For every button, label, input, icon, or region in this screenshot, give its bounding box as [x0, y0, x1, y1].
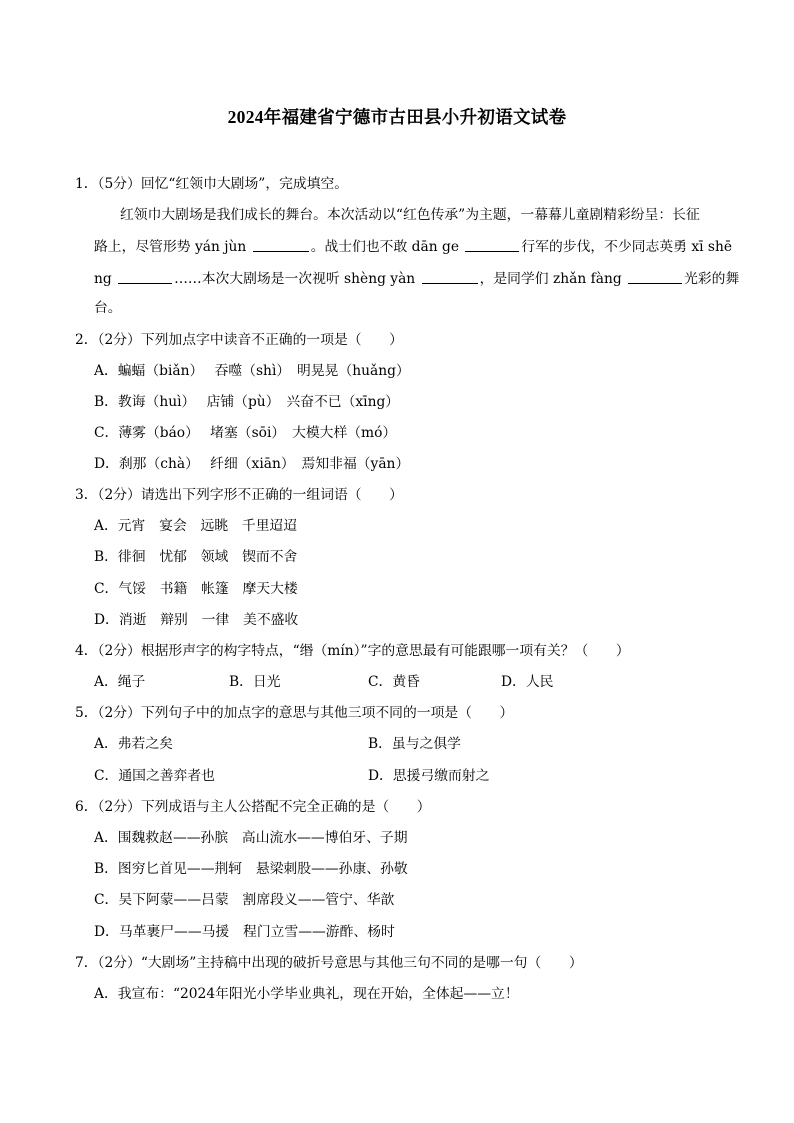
- question-6-option-d[interactable]: D．马革裹尸——马援 程门立雪——游酢、杨时: [94, 924, 395, 940]
- question-6-option-b[interactable]: B．图穷匕首见——荆轲 悬梁刺股——孙康、孙敬: [94, 861, 408, 877]
- question-6-option-c[interactable]: C．吴下阿蒙——吕蒙 割席段义——管宁、华歆: [94, 892, 395, 908]
- question-2-option-c[interactable]: C．薄雾（báo） 堵塞（sōi） 大模大样（mó）: [94, 425, 397, 441]
- question-1-paragraph-line-3: [94, 269, 739, 288]
- question-3-stem: 3．（2分）请选出下列字形不正确的一组词语（ ）: [75, 487, 403, 503]
- question-4-option-c[interactable]: C．黄昏: [368, 674, 420, 690]
- question-4-option-d[interactable]: D．人民: [501, 674, 554, 690]
- answer-blank-3[interactable]: [118, 269, 172, 284]
- q1-text-d: ng: [94, 271, 112, 287]
- question-2-option-b[interactable]: B．教诲（huì） 店铺（pù） 兴奋不已（xīng）: [94, 394, 400, 410]
- q1-text-c: 行军的步伐，不少同志英勇 xī shē: [521, 239, 733, 255]
- question-4-option-a[interactable]: A．绳子: [94, 674, 146, 690]
- question-2-stem: 2．（2分）下列加点字中读音不正确的一项是（ ）: [75, 332, 403, 348]
- question-1-stem: 1．（5分）回忆“红领巾大剧场”，完成填空。: [75, 176, 349, 192]
- question-3-option-c[interactable]: C．气馁 书籍 帐篷 摩天大楼: [94, 581, 298, 597]
- question-1-paragraph-line-2: [94, 237, 732, 256]
- page-title: 2024年福建省宁德市古田县小升初语文试卷: [227, 107, 567, 127]
- question-3-option-a[interactable]: A．元宵 宴会 远眺 千里迢迢: [94, 518, 298, 534]
- question-2-option-d[interactable]: D．刹那（chà） 纤细（xiān） 焉知非福（yān）: [94, 456, 410, 472]
- question-1-paragraph-line-4: 台。: [94, 300, 122, 316]
- question-4-option-b[interactable]: B．日光: [229, 674, 281, 690]
- answer-blank-1[interactable]: [253, 237, 309, 252]
- question-3-option-b[interactable]: B．徘徊 忧郁 领域 锲而不舍: [94, 549, 298, 565]
- answer-blank-4[interactable]: [422, 269, 478, 284]
- question-3-option-d[interactable]: D．消逝 辩别 一律 美不盛收: [94, 612, 299, 628]
- answer-blank-5[interactable]: [628, 269, 682, 284]
- q1-text-b: 。战士们也不敢 dān ge: [310, 239, 459, 255]
- question-5-stem: 5．（2分）下列句子中的加点字的意思与其他三项不同的一项是（ ）: [75, 705, 514, 721]
- q1-text-a: 路上，尽管形势 yán jùn: [94, 239, 247, 255]
- question-2-option-a[interactable]: A．蝙蝠（biǎn） 吞噬（shì） 明晃晃（huǎng）: [94, 363, 410, 379]
- q1-text-e: ……本次大剧场是一次视听 shèng yàn: [174, 271, 416, 287]
- question-1-paragraph-line-1: 红领巾大剧场是我们成长的舞台。本次活动以“红色传承”为主题，一幕幕儿童剧精彩纷呈：长征: [120, 207, 700, 223]
- answer-blank-2[interactable]: [465, 237, 519, 252]
- question-7-stem: 7．（2分）“大剧场”主持稿中出现的破折号意思与其他三句不同的是哪一句（ ）: [75, 955, 583, 971]
- question-6-stem: 6．（2分）下列成语与主人公搭配不完全正确的是（ ）: [75, 799, 431, 815]
- question-4-stem: 4．（2分）根据形声字的构字特点，“缗（mín）”字的意思最有可能跟哪一项有关？（ ）: [75, 643, 630, 659]
- question-7-option-a[interactable]: A．我宣布：“2024年阳光小学毕业典礼，现在开始，全体起——立！: [94, 986, 519, 1002]
- question-5-option-d[interactable]: D．思援弓缴而射之: [368, 768, 490, 784]
- q1-text-g: 光彩的舞: [684, 271, 740, 287]
- question-5-option-c[interactable]: C．通国之善弈者也: [94, 768, 215, 784]
- question-5-option-b[interactable]: B．虽与之俱学: [368, 736, 461, 752]
- question-6-option-a[interactable]: A．围魏救赵——孙膑 高山流水——博伯牙、子期: [94, 830, 408, 846]
- question-5-option-a[interactable]: A．弗若之矣: [94, 736, 173, 752]
- q1-text-f: ，是同学们 zhǎn fàng: [479, 271, 622, 287]
